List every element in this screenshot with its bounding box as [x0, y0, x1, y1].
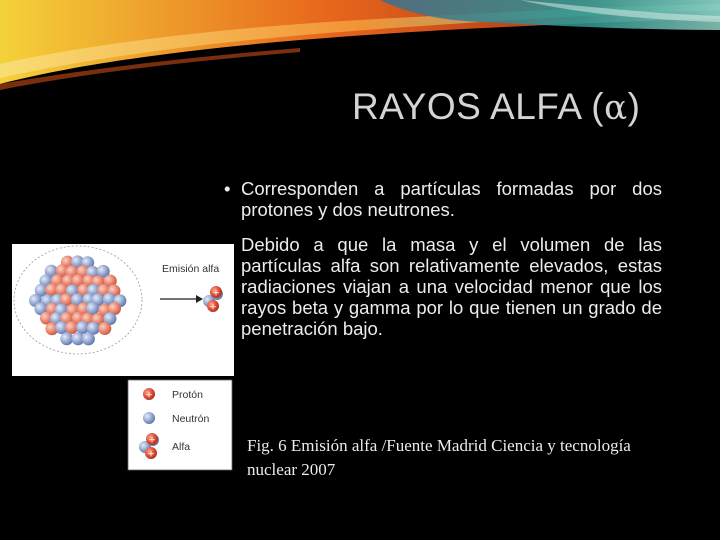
slide-title-text: RAYOS ALFA (	[352, 86, 605, 127]
plus-sign: +	[148, 435, 156, 446]
emission-label: Emisión alfa	[162, 263, 220, 275]
neutron-particle	[82, 332, 95, 345]
plus-sign: +	[147, 449, 155, 460]
legend-proton-label: Protón	[172, 389, 203, 401]
alpha-emission-figure	[12, 244, 234, 472]
proton-particle	[98, 322, 111, 335]
plus-sign: +	[145, 390, 153, 401]
slide-title-close: )	[627, 86, 641, 127]
plus-sign: +	[212, 288, 220, 299]
bullet-item	[222, 178, 662, 220]
legend-proton	[143, 388, 203, 401]
neutron-particle	[60, 332, 73, 345]
bullet-dot: •	[224, 178, 231, 199]
alpha-symbol: α	[604, 88, 628, 128]
bullet-item	[222, 234, 662, 339]
bullet-text: Corresponden a partículas formadas por dos protones y dos neutrones.	[241, 178, 662, 220]
legend-neutron-label: Neutrón	[172, 413, 210, 425]
plus-sign: +	[209, 302, 217, 313]
bullet-text: Debido a que la masa y el volumen de las partículas alfa son relativamente elevados, estas radiaciones viajan a una velocidad menor que los rayos beta y gamma por lo que tienen un grado de penetración bajo.	[241, 234, 662, 339]
decorative-banner	[0, 0, 720, 100]
slide-title	[352, 86, 672, 128]
figure-caption: Fig. 6 Emisión alfa /Fuente Madrid Ciencia y tecnología nuclear 2007	[247, 436, 631, 479]
bullet-list	[222, 178, 662, 339]
legend-alpha-label: Alfa	[172, 441, 191, 453]
